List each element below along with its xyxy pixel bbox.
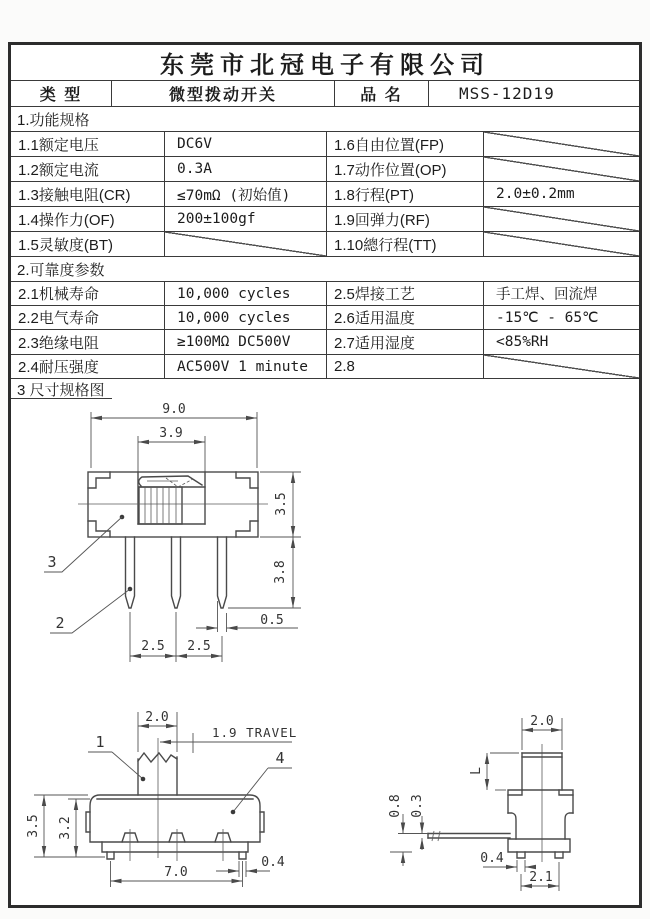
spec-value-text: ≥100MΩ DC500V (177, 334, 291, 350)
spec-label (11, 306, 165, 329)
spec-value-na (484, 157, 639, 181)
spec-value (484, 330, 639, 354)
spec-label (327, 157, 484, 181)
spec-row (11, 132, 639, 157)
spec-value-text: 手工焊、回流焊 (496, 287, 598, 303)
spec-label-text: 1.10總行程(TT) (334, 236, 437, 254)
spec-label (11, 132, 165, 156)
spec-label (11, 282, 165, 305)
spec-value-na (165, 232, 327, 256)
spec-value-text: 0.3A (177, 161, 212, 177)
spec-value-text: 2.0±0.2mm (496, 186, 575, 202)
spec-label (327, 182, 484, 206)
spec-label (327, 355, 484, 378)
section1-row (11, 107, 639, 132)
side-knob-height-dim: L (469, 767, 484, 775)
spec-label-text: 1.9回弹力(RF) (334, 211, 430, 229)
spec-value-text: 200±100gf (177, 211, 256, 227)
top-pitch-a-dim: 2.5 (141, 639, 165, 654)
name-label: 品 名 (360, 87, 403, 104)
spec-label-text: 2.1机械寿命 (18, 286, 99, 303)
spec-label-text: 2.3绝缘电阻 (18, 334, 99, 352)
front-view-drawing (26, 710, 297, 887)
front-knob-label: 1 (95, 733, 105, 751)
front-body-height-dim: 3.2 (58, 816, 73, 840)
na-slash (484, 232, 639, 256)
top-knob-dim: 3.9 (159, 426, 183, 441)
spec-label-text: 1.2额定电流 (18, 161, 99, 179)
front-pin-width-dim: 0.4 (261, 855, 285, 870)
spec-value (165, 182, 327, 206)
spec-value-text: 10,000 cycles (177, 309, 291, 326)
side-knob-dim: 2.0 (530, 714, 554, 729)
dimension-drawings (11, 399, 639, 905)
side-terminal-thickness-dim: 0.3 (410, 794, 425, 818)
datasheet-sheet (8, 42, 642, 908)
leader-dot (231, 810, 236, 815)
spec-label-text: 1.4操作力(OF) (18, 211, 115, 229)
spec-label-text: 1.7动作位置(OP) (334, 161, 447, 179)
type-value-cell (112, 81, 335, 106)
na-slash (484, 157, 639, 181)
top-height-dim: 3.5 (274, 492, 289, 516)
section1-title-cell (11, 107, 639, 131)
spec-value (484, 182, 639, 206)
spec-label-text: 1.5灵敏度(BT) (18, 236, 114, 254)
front-total-height-dim: 3.5 (26, 814, 41, 838)
spec-label (327, 207, 484, 231)
spec-value-text: 10,000 cycles (177, 285, 291, 302)
side-pin-width-dim: 0.4 (480, 851, 504, 866)
spec-label-text: 2.6适用温度 (334, 310, 415, 327)
na-slash (484, 132, 639, 156)
top-width-dim: 9.0 (162, 402, 186, 417)
spec-label (327, 282, 484, 305)
front-body-label: 4 (275, 749, 285, 767)
part-number: MSS-12D19 (459, 84, 555, 103)
spec-value (165, 306, 327, 329)
section2-title: 2.可靠度参数 (17, 261, 105, 279)
spec-value-na (484, 207, 639, 231)
top-view-drawing (44, 402, 301, 662)
company-name: 东莞市北冠电子有限公司 (160, 53, 490, 79)
spec-row (11, 182, 639, 207)
spec-label (327, 232, 484, 256)
section1-title: 1.功能规格 (17, 111, 90, 129)
side-pitch-dim: 2.1 (529, 870, 553, 885)
spec-label-text: 2.4耐压强度 (18, 359, 99, 376)
part-number-cell (429, 81, 639, 106)
spec-value (165, 330, 327, 354)
front-travel-dim: 1.9 TRAVEL (212, 725, 298, 740)
spec-value-na (484, 355, 639, 378)
spec-row (11, 282, 639, 306)
spec-row (11, 207, 639, 232)
spec-value (165, 355, 327, 378)
spec-label-text: 2.8 (334, 358, 355, 375)
leader-dot (141, 777, 146, 782)
na-slash (484, 207, 639, 231)
spec-label (11, 232, 165, 256)
spec-value-text: AC500V 1 minute (177, 358, 308, 375)
spec-value (165, 207, 327, 231)
spec-value (484, 282, 639, 305)
spec-label (11, 182, 165, 206)
spec-label (327, 306, 484, 329)
name-label-cell (335, 81, 429, 106)
top-pin-width-dim: 0.5 (260, 613, 284, 628)
spec-value-na (484, 232, 639, 256)
spec-label-text: 2.7适用湿度 (334, 334, 415, 352)
na-slash (484, 355, 639, 378)
section3-title: 3 尺寸规格图 (17, 381, 105, 399)
side-standoff-dim: 0.8 (388, 794, 403, 818)
spec-label-text: 1.3接触电阻(CR) (18, 186, 131, 204)
top-pin-length-dim: 3.8 (273, 560, 288, 584)
spec-value (484, 306, 639, 329)
type-label: 类 型 (39, 87, 83, 104)
top-pin-label: 2 (55, 614, 65, 632)
section2-row (11, 257, 639, 282)
section3-row (11, 379, 639, 399)
section2-title-cell (11, 257, 639, 281)
spec-row (11, 355, 639, 379)
spec-value-text: DC6V (177, 136, 212, 152)
front-span-dim: 7.0 (164, 865, 188, 880)
spec-label-text: 2.5焊接工艺 (334, 286, 415, 303)
spec-label-text: 1.1额定电压 (18, 136, 99, 154)
company-header (11, 45, 639, 81)
spec-value-text: <85%RH (496, 334, 549, 350)
spec-value (165, 132, 327, 156)
spec-value-text: -15℃ - 65℃ (496, 309, 599, 326)
spec-label (11, 355, 165, 378)
type-row (11, 81, 639, 107)
side-view-drawing (388, 714, 573, 891)
spec-label (11, 157, 165, 181)
spec-label (11, 207, 165, 231)
spec-label (327, 330, 484, 354)
front-knob-dim: 2.0 (145, 710, 169, 725)
type-value: 微型拨动开关 (168, 87, 277, 104)
spec-value-text: ≤70mΩ (初始值) (177, 187, 291, 204)
type-label-cell (11, 81, 112, 106)
top-body-label: 3 (47, 553, 57, 571)
section3-title-cell (11, 379, 639, 399)
spec-value-na (484, 132, 639, 156)
spec-row (11, 330, 639, 355)
spec-row (11, 157, 639, 182)
spec-label (11, 330, 165, 354)
spec-row (11, 232, 639, 257)
spec-value (165, 157, 327, 181)
spec-label-text: 2.2电气寿命 (18, 310, 99, 327)
spec-value (165, 282, 327, 305)
top-pitch-b-dim: 2.5 (187, 639, 211, 654)
spec-label-text: 1.6自由位置(FP) (334, 136, 445, 154)
spec-label-text: 1.8行程(PT) (334, 186, 415, 204)
spec-row (11, 306, 639, 330)
na-slash (165, 232, 326, 256)
spec-label (327, 132, 484, 156)
